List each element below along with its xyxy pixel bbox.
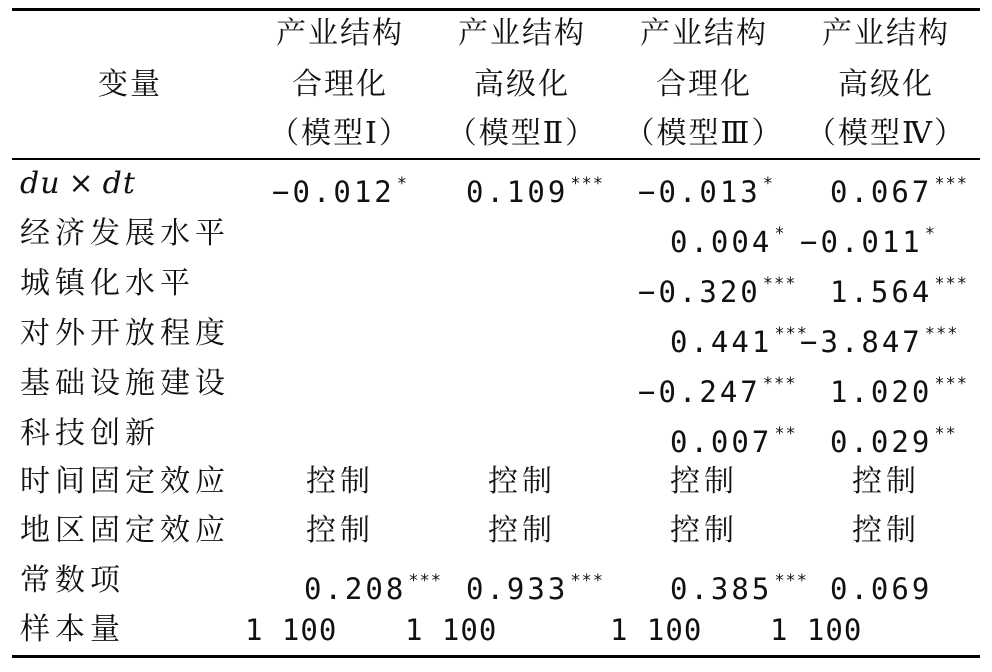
header-model1-line3: （模型Ⅰ） <box>269 116 411 151</box>
cell-sample-size-m2: 1 100 <box>405 613 498 647</box>
top-rule <box>12 8 980 11</box>
cell-tech-m4 <box>830 414 957 462</box>
cell-econ-m3 <box>670 214 786 262</box>
significance: * <box>774 224 786 244</box>
header-model1-line1: 产业结构 <box>276 16 404 51</box>
header-model3-line2: 合理化 <box>656 67 752 102</box>
cell-infra-m3 <box>638 364 796 412</box>
cell-infra-m4 <box>830 364 968 412</box>
significance: ** <box>934 424 957 444</box>
significance: *** <box>774 571 809 591</box>
significance: *** <box>570 571 605 591</box>
significance: ** <box>774 424 797 444</box>
row-label-econ: 经济发展水平 <box>20 216 230 251</box>
cell-time-fe-m4: 控制 <box>852 464 920 499</box>
row-label-tech: 科技创新 <box>20 416 160 451</box>
cell-tech-m3 <box>670 414 797 462</box>
value: 0.208 <box>304 572 407 606</box>
row-label-constant: 常数项 <box>20 563 125 598</box>
cell-time-fe-m2: 控制 <box>488 464 556 499</box>
cell-dudt-m3 <box>638 164 774 212</box>
value: −0.011 <box>800 225 923 259</box>
cell-region-fe-m1: 控制 <box>306 513 374 548</box>
value: 0.029 <box>830 425 933 459</box>
cell-sample-size-m1: 1 100 <box>245 613 338 647</box>
value: 0.385 <box>670 572 773 606</box>
significance: *** <box>408 571 443 591</box>
value: −0.012 <box>272 175 395 209</box>
cell-econ-m4 <box>800 214 936 262</box>
value: 1.020 <box>830 375 933 409</box>
cell-constant-m2 <box>466 561 604 609</box>
value: 0.007 <box>670 425 773 459</box>
header-variable: 变量 <box>98 67 162 102</box>
value: −0.013 <box>638 175 761 209</box>
header-model3-line3: （模型Ⅲ） <box>624 116 784 151</box>
significance: * <box>396 174 409 194</box>
header-model4-line3: （模型Ⅳ） <box>806 116 966 151</box>
header-model2-line3: （模型Ⅱ） <box>446 116 598 151</box>
label-du: du <box>20 166 61 201</box>
cell-time-fe-m3: 控制 <box>670 464 738 499</box>
cell-dudt-m1 <box>272 164 408 212</box>
significance: *** <box>934 174 969 194</box>
header-model2-line2: 高级化 <box>474 67 570 102</box>
row-label-time-fe: 时间固定效应 <box>20 464 230 499</box>
cell-region-fe-m2: 控制 <box>488 513 556 548</box>
value: −0.320 <box>638 275 761 309</box>
times-symbol: × <box>68 166 95 201</box>
significance: * <box>762 174 775 194</box>
value: 0.109 <box>466 175 569 209</box>
header-model4-line1: 产业结构 <box>822 16 950 51</box>
cell-open-m4 <box>800 314 958 362</box>
significance: *** <box>934 374 969 394</box>
header-model1-line2: 合理化 <box>292 67 388 102</box>
cell-open-m3 <box>670 314 808 362</box>
cell-region-fe-m4: 控制 <box>852 513 920 548</box>
significance: * <box>924 224 937 244</box>
row-label-region-fe: 地区固定效应 <box>20 513 230 548</box>
cell-dudt-m4 <box>830 164 968 212</box>
row-label-urban: 城镇化水平 <box>20 266 195 301</box>
value: 0.067 <box>830 175 933 209</box>
cell-urban-m4 <box>830 264 968 312</box>
significance: *** <box>762 274 797 294</box>
cell-urban-m3 <box>638 264 796 312</box>
value: 0.441 <box>670 325 773 359</box>
significance: *** <box>774 324 809 344</box>
row-label-sample-size: 样本量 <box>20 612 125 647</box>
cell-dudt-m2 <box>466 164 604 212</box>
bottom-rule <box>12 655 980 658</box>
significance: *** <box>924 324 959 344</box>
cell-region-fe-m3: 控制 <box>670 513 738 548</box>
significance: *** <box>570 174 605 194</box>
cell-sample-size-m4: 1 100 <box>770 613 863 647</box>
cell-sample-size-m3: 1 100 <box>610 613 703 647</box>
value: 0.069 <box>830 572 933 606</box>
header-rule <box>12 158 980 160</box>
value: 0.004 <box>670 225 773 259</box>
row-label-du-dt <box>20 164 136 204</box>
row-label-infra: 基础设施建设 <box>20 366 230 401</box>
label-dt: dt <box>102 166 136 201</box>
header-model2-line1: 产业结构 <box>458 16 586 51</box>
row-label-open: 对外开放程度 <box>20 316 230 351</box>
cell-constant-m1 <box>304 561 442 609</box>
significance: *** <box>762 374 797 394</box>
header-model3-line1: 产业结构 <box>640 16 768 51</box>
header-model4-line2: 高级化 <box>838 67 934 102</box>
significance: *** <box>934 274 969 294</box>
cell-constant-m3 <box>670 561 808 609</box>
cell-time-fe-m1: 控制 <box>306 464 374 499</box>
value: −0.247 <box>638 375 761 409</box>
cell-constant-m4 <box>830 561 934 609</box>
value: 0.933 <box>466 572 569 606</box>
value: −3.847 <box>800 325 923 359</box>
value: 1.564 <box>830 275 933 309</box>
